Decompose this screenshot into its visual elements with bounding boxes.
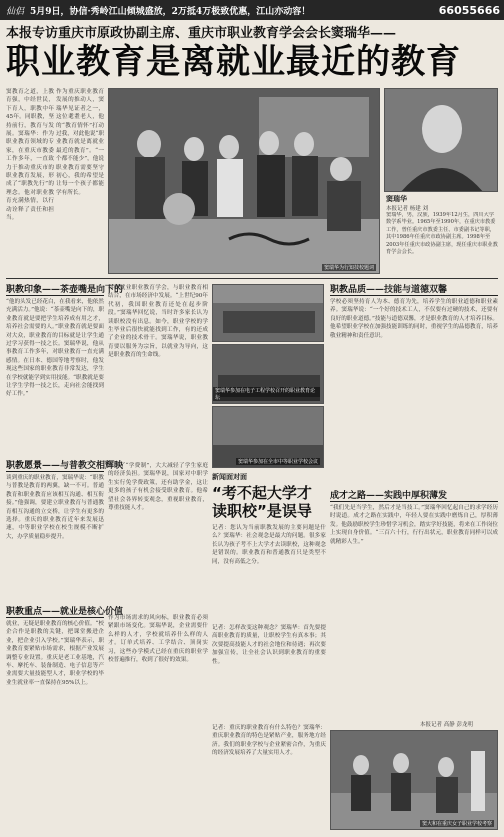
section-quality-heading xyxy=(330,282,498,296)
portrait-photo xyxy=(384,88,498,192)
ad-phone: 66055666 xyxy=(438,3,500,17)
interview-text-3: 记者：重庆的职业教育有什么特色？窦瑞华：重庆职业教育的特色是紧贴产业，服务地方经济。我们的职业学校与企业紧密合作，为重庆的经济发展培养了大量实用人才。 xyxy=(212,725,326,757)
section-quality-sub: ——技能与道德双馨 xyxy=(366,285,448,295)
section-road-heading xyxy=(330,488,498,502)
section-focus-heading xyxy=(6,604,124,618)
section-quality-title: 职教品质 xyxy=(330,285,367,295)
bio-text: 窦瑞华，男，汉族，1939年12月生，四川大学数学系毕业。1965年至1990年，在重庆市教委工作，曾任重庆市教委主任、市委副书记等职，其中1986年任重庆市政协副主席。1998年至2003年任重庆市政协副主席，现任重庆市职业教育学会会长。 xyxy=(386,212,498,256)
main-photo xyxy=(108,88,380,274)
road-text: “我们先是当学生，然后才是当技工。”窦瑞华回忆起自己的求学经历时说道。成才之路在实践中，年轻人要在实践中磨炼自己，厚积薄发。他鼓励职校学生珍惜学习机会，踏实学好技能，将来在工作岗位上实现自身价值。“三百六十行，行行出状元，职业教育同样可以成就精彩人生。” xyxy=(330,505,498,545)
section-impression-title: 职教印象 xyxy=(6,285,43,295)
divider xyxy=(6,278,498,279)
portrait-image xyxy=(385,89,498,192)
mid-photo-1-caption: 窦瑞华参加在电子工程学校召开的职业教育论坛 xyxy=(213,387,320,401)
section-road-sub: ——实践中厚积薄发 xyxy=(366,491,448,501)
impression-text: “他的头发已经花白，在我看来，他依然充满活力。”他说：“茶壶嘴是向下的，职业教育就是要把学生培养成有用之才，培养社会需要的人。”职业教育就是要面对大众，职业教育的目标就是让学生通过学习获得一技之长。窦瑞华说，他从事教育工作多年，对职业教育一直充满感情。在日本、德国等地考察时，他发现这些国家的职业教育非常发达，学生在学校就能学到实用技能。“职教就是要让学生学得一技之长，走向社会能找到好工作。” xyxy=(6,299,104,398)
mid-photo-1-image xyxy=(213,285,324,342)
vision-text: 谈到重庆的职业教育，窦瑞华说：“职教与普教是教育的两翼，缺一不可。普通教育和职业教育应该相互沟通、相互衔接。”他强调，要建立职业教育与普通教育相互沟通的立交桥，让学生有更多的选择。重庆的职业教育近年来发展迅速，中等职业学校在校生规模不断扩大，办学质量稳步提升。 xyxy=(6,475,104,540)
bottom-photo xyxy=(330,730,498,830)
mid-photo-1 xyxy=(212,284,324,342)
focus-text: 就业，无疑是职业教育的核心价值。“校企合作是职教的关键，把课堂搬进企业，把企业引入学校。”窦瑞华表示，职业教育要紧贴市场需求，根据产业发展调整专业设置。重庆是老工业基地，汽车、摩托车、装备制造、电子信息等产业需要大量技能型人才，职业学校的毕业生就业率一直保持在95%以上。 xyxy=(6,621,104,686)
article-intro-col2: 作为重庆职业教育发展的推动人，窦瑞华见证者之一，这位耄耋老人，他的“教育情怀”打动过我，对此他说“职业教育就是离就业最近的教育”。“一个都不能少”，他说职业教育需要坚守初心，我的希望是让每一个孩子都能学有所长。 xyxy=(56,89,104,196)
section-vision-title: 职教愿景 xyxy=(6,461,43,471)
mid-photo-2-caption: 窦瑞华参加在全市中等职业学校会议 xyxy=(237,459,318,465)
colb-text: 科研就业职业教育学会，与职业教育相结合，在市场经济中发展。“上世纪90年代初，我国职业教育还处在起步阶段。”窦瑞华回忆说，当时许多家长认为读职校没有出息。如今，职业学校的学生毕业后很快就能找到工作，有的还成了企业的技术骨干。窦瑞华说，职业教育要以服务为宗旨，以就业为导向，这是职业教育的生命线。 xyxy=(108,285,208,359)
bottom-byline: 本报记者 高静 彭龙明 xyxy=(420,722,473,728)
interview-tag: 新闻面对面 xyxy=(212,473,247,481)
top-ad-strip xyxy=(0,0,504,20)
headline: 职业教育是离就业最近的教育 xyxy=(6,42,461,82)
bottom-photo-image xyxy=(331,731,498,830)
quality-text: 学校必须坚持育人为本、德育为先，培养学生的职业道德和职业素养。窦瑞华说：“一个好的技术工人，不仅要有过硬的技术，还要有良好的职业道德。”技能与道德双馨，才是职业教育的人才培养目标。他希望职业学校在加强技能训练的同时，重视学生的品德教育，培养敬业精神和责任意识。 xyxy=(330,299,498,339)
subhead: 本报专访重庆市原政协副主席、重庆市职业教育学会会长窦瑞华—— xyxy=(6,26,397,40)
masthead-logo: 仙侣 xyxy=(6,6,25,17)
article-intro-col1: 窦教育之道，上教育强，中经世民，下育人，职教中年45年。同职教，坚持前行，教育与发展。窦瑞华：作为职业教育领域的专家，在重庆市教委工作多年，一直致力于推动重庆市的职业教育发展，形成了“职教先行”的理念。他对职业教育充满热情，以行动诠释了责任和担当。 xyxy=(6,89,54,222)
interview-text-2: 记者：怎样改变这种观念？窦瑞华：首先要提高职业教育的质量，让职校学生有真本事；其次要提高技能人才的社会地位和待遇；再次要加强宣传，让全社会认识到职业教育的重要性。 xyxy=(212,625,326,665)
bio-byline: 本报记者 杨建 刘 xyxy=(386,206,428,212)
section-vision-heading xyxy=(6,458,124,472)
mid-photo-2 xyxy=(212,406,324,468)
section-vision-sub: ——与普教交相辉映 xyxy=(42,461,124,471)
main-photo-caption: 窦瑞华为行知技校题词 xyxy=(323,265,374,271)
colb-text-2: 实行了“学费制”，大大减轻了学生家庭的经济负担。窦瑞华说，国家对中职学生实行免学费政策，还有助学金，这让更多的孩子有机会接受职业教育。他希望社会各界转变观念，重视职业教育，尊重技能人才。 xyxy=(108,463,208,512)
bottom-photo-caption: 窦大和在重庆女子职业学校考察 xyxy=(421,821,492,827)
interview-title: “考不起大学才读职校”是误导 xyxy=(212,484,312,520)
ad-text: 5月9日，协信·秀岭江山倾城盛放，2万抵4万极致优惠，江山亦动容！ xyxy=(30,6,311,17)
section-focus-title: 职教重点 xyxy=(6,607,43,617)
section-road-title: 成才之路 xyxy=(330,491,367,501)
portrait-name: 窦瑞华 xyxy=(386,195,407,203)
mid-photo-1b xyxy=(212,344,324,404)
main-photo-image xyxy=(109,89,380,274)
interview-text-1: 记者：您认为当前职教发展的主要问题是什么？窦瑞华：社会观念是最大的问题。很多家长认为孩子考不上大学才去读职校，这种观念是错误的。职业教育和普通教育只是类型不同，没有高低之分。 xyxy=(212,525,326,565)
section-impression-heading xyxy=(6,282,124,296)
section-focus-sub: ——就业是核心价值 xyxy=(42,607,124,617)
section-impression-sub: ——茶壶嘴是向下的 xyxy=(42,285,124,295)
colb-text-3: 作为市场需求的风向标，职业教育必须紧跟市场变化。窦瑞华说，企业需要什么样的人才，学校就培养什么样的人才。订单式培养、工学结合、顶岗实习，这些办学模式已经在重庆的职业学校普遍推行，收到了很好的效果。 xyxy=(108,615,208,664)
